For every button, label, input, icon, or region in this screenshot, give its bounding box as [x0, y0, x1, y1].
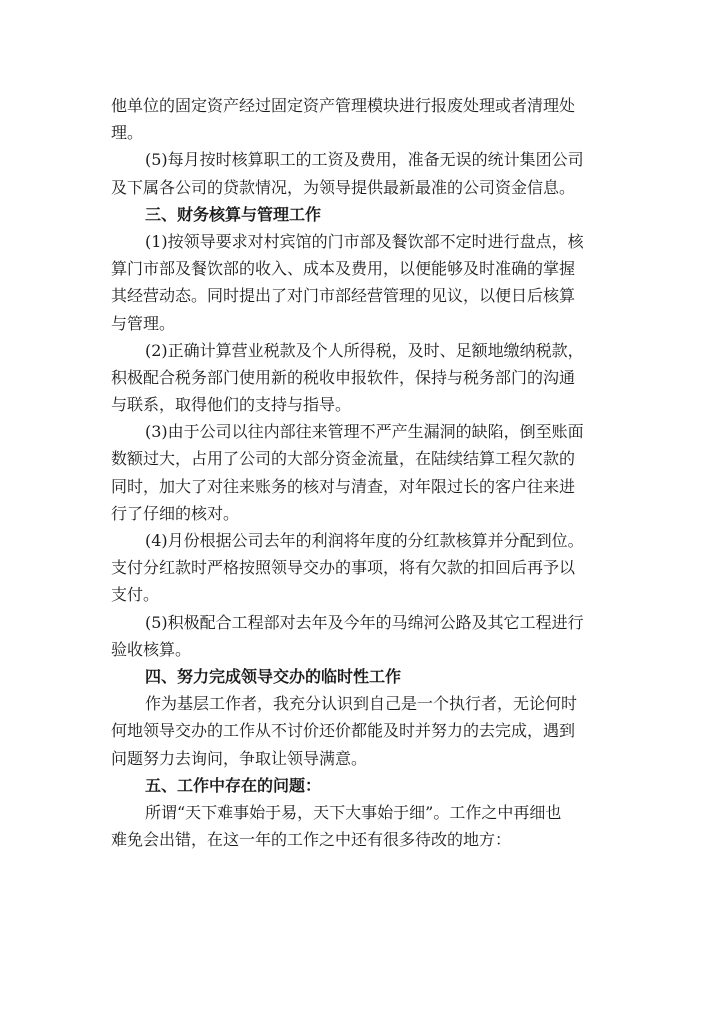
paragraph-line: 数额过大，占用了公司的大部分资金流量，在陆续结算工程欠款的 — [111, 449, 576, 469]
paragraph-line: 问题努力去询问，争取让领导满意。 — [111, 748, 368, 768]
paragraph-line: 难免会出错，在这一年的工作之中还有很多待改的地方： — [111, 830, 512, 850]
section-heading: 三、财务核算与管理工作 — [145, 204, 322, 224]
paragraph-line: 所谓“天下难事始于易，天下大事始于细”。工作之中再细也 — [145, 802, 562, 822]
paragraph-line: 支付分红款时严格按照领导交办的事项，将有欠款的扣回后再予以 — [111, 558, 576, 578]
paragraph-line: 验收核算。 — [111, 639, 192, 659]
paragraph-line: 与管理。 — [111, 313, 176, 333]
paragraph-line: 行了仔细的核对。 — [111, 503, 240, 523]
paragraph-line: (3)由于公司以往内部往来管理不严产生漏洞的缺陷，倒至账面 — [145, 422, 584, 442]
paragraph-line: (2)正确计算营业税款及个人所得税，及时、足额地缴纳税款， — [145, 340, 584, 360]
paragraph-line: 他单位的固定资产经过固定资产管理模块进行报废处理或者清理处 — [111, 96, 576, 115]
paragraph-line: 理。 — [111, 123, 144, 143]
paragraph-line: (5)每月按时核算职工的工资及费用，准备无误的统计集团公司 — [145, 150, 584, 170]
paragraph-line: 算门市部及餐饮部的收入、成本及费用，以便能够及时准确的掌握 — [111, 259, 576, 279]
paragraph-line: 支付。 — [111, 585, 160, 605]
paragraph-line: 与联系，取得他们的支持与指导。 — [111, 395, 352, 415]
paragraph-line: (4)月份根据公司去年的利润将年度的分红款核算并分配到位。 — [145, 531, 584, 550]
paragraph-line: 积极配合税务部门使用新的税收申报软件，保持与税务部门的沟通 — [111, 367, 576, 387]
document-body — [111, 92, 617, 853]
paragraph-line: (5)积极配合工程部对去年及今年的马绵河公路及其它工程进行 — [145, 612, 584, 632]
paragraph-line: 作为基层工作者，我充分认识到自己是一个执行者，无论何时 — [145, 694, 578, 714]
section-heading: 四、努力完成领导交办的临时性工作 — [145, 666, 402, 686]
paragraph-line: 及下属各公司的贷款情况，为领导提供最新最准的公司资金信息。 — [111, 177, 576, 197]
section-heading: 五、工作中存在的问题： — [145, 775, 322, 795]
paragraph-line: 同时，加大了对往来账务的核对与清查，对年限过长的客户往来进 — [111, 476, 576, 496]
paragraph-line: 其经营动态。同时提出了对门市部经营管理的见议，以便日后核算 — [111, 286, 576, 306]
paragraph-line: 何地领导交办的工作从不讨价还价都能及时并努力的去完成，遇到 — [111, 721, 576, 741]
paragraph-line: (1)按领导要求对村宾馆的门市部及餐饮部不定时进行盘点，核 — [145, 231, 584, 251]
